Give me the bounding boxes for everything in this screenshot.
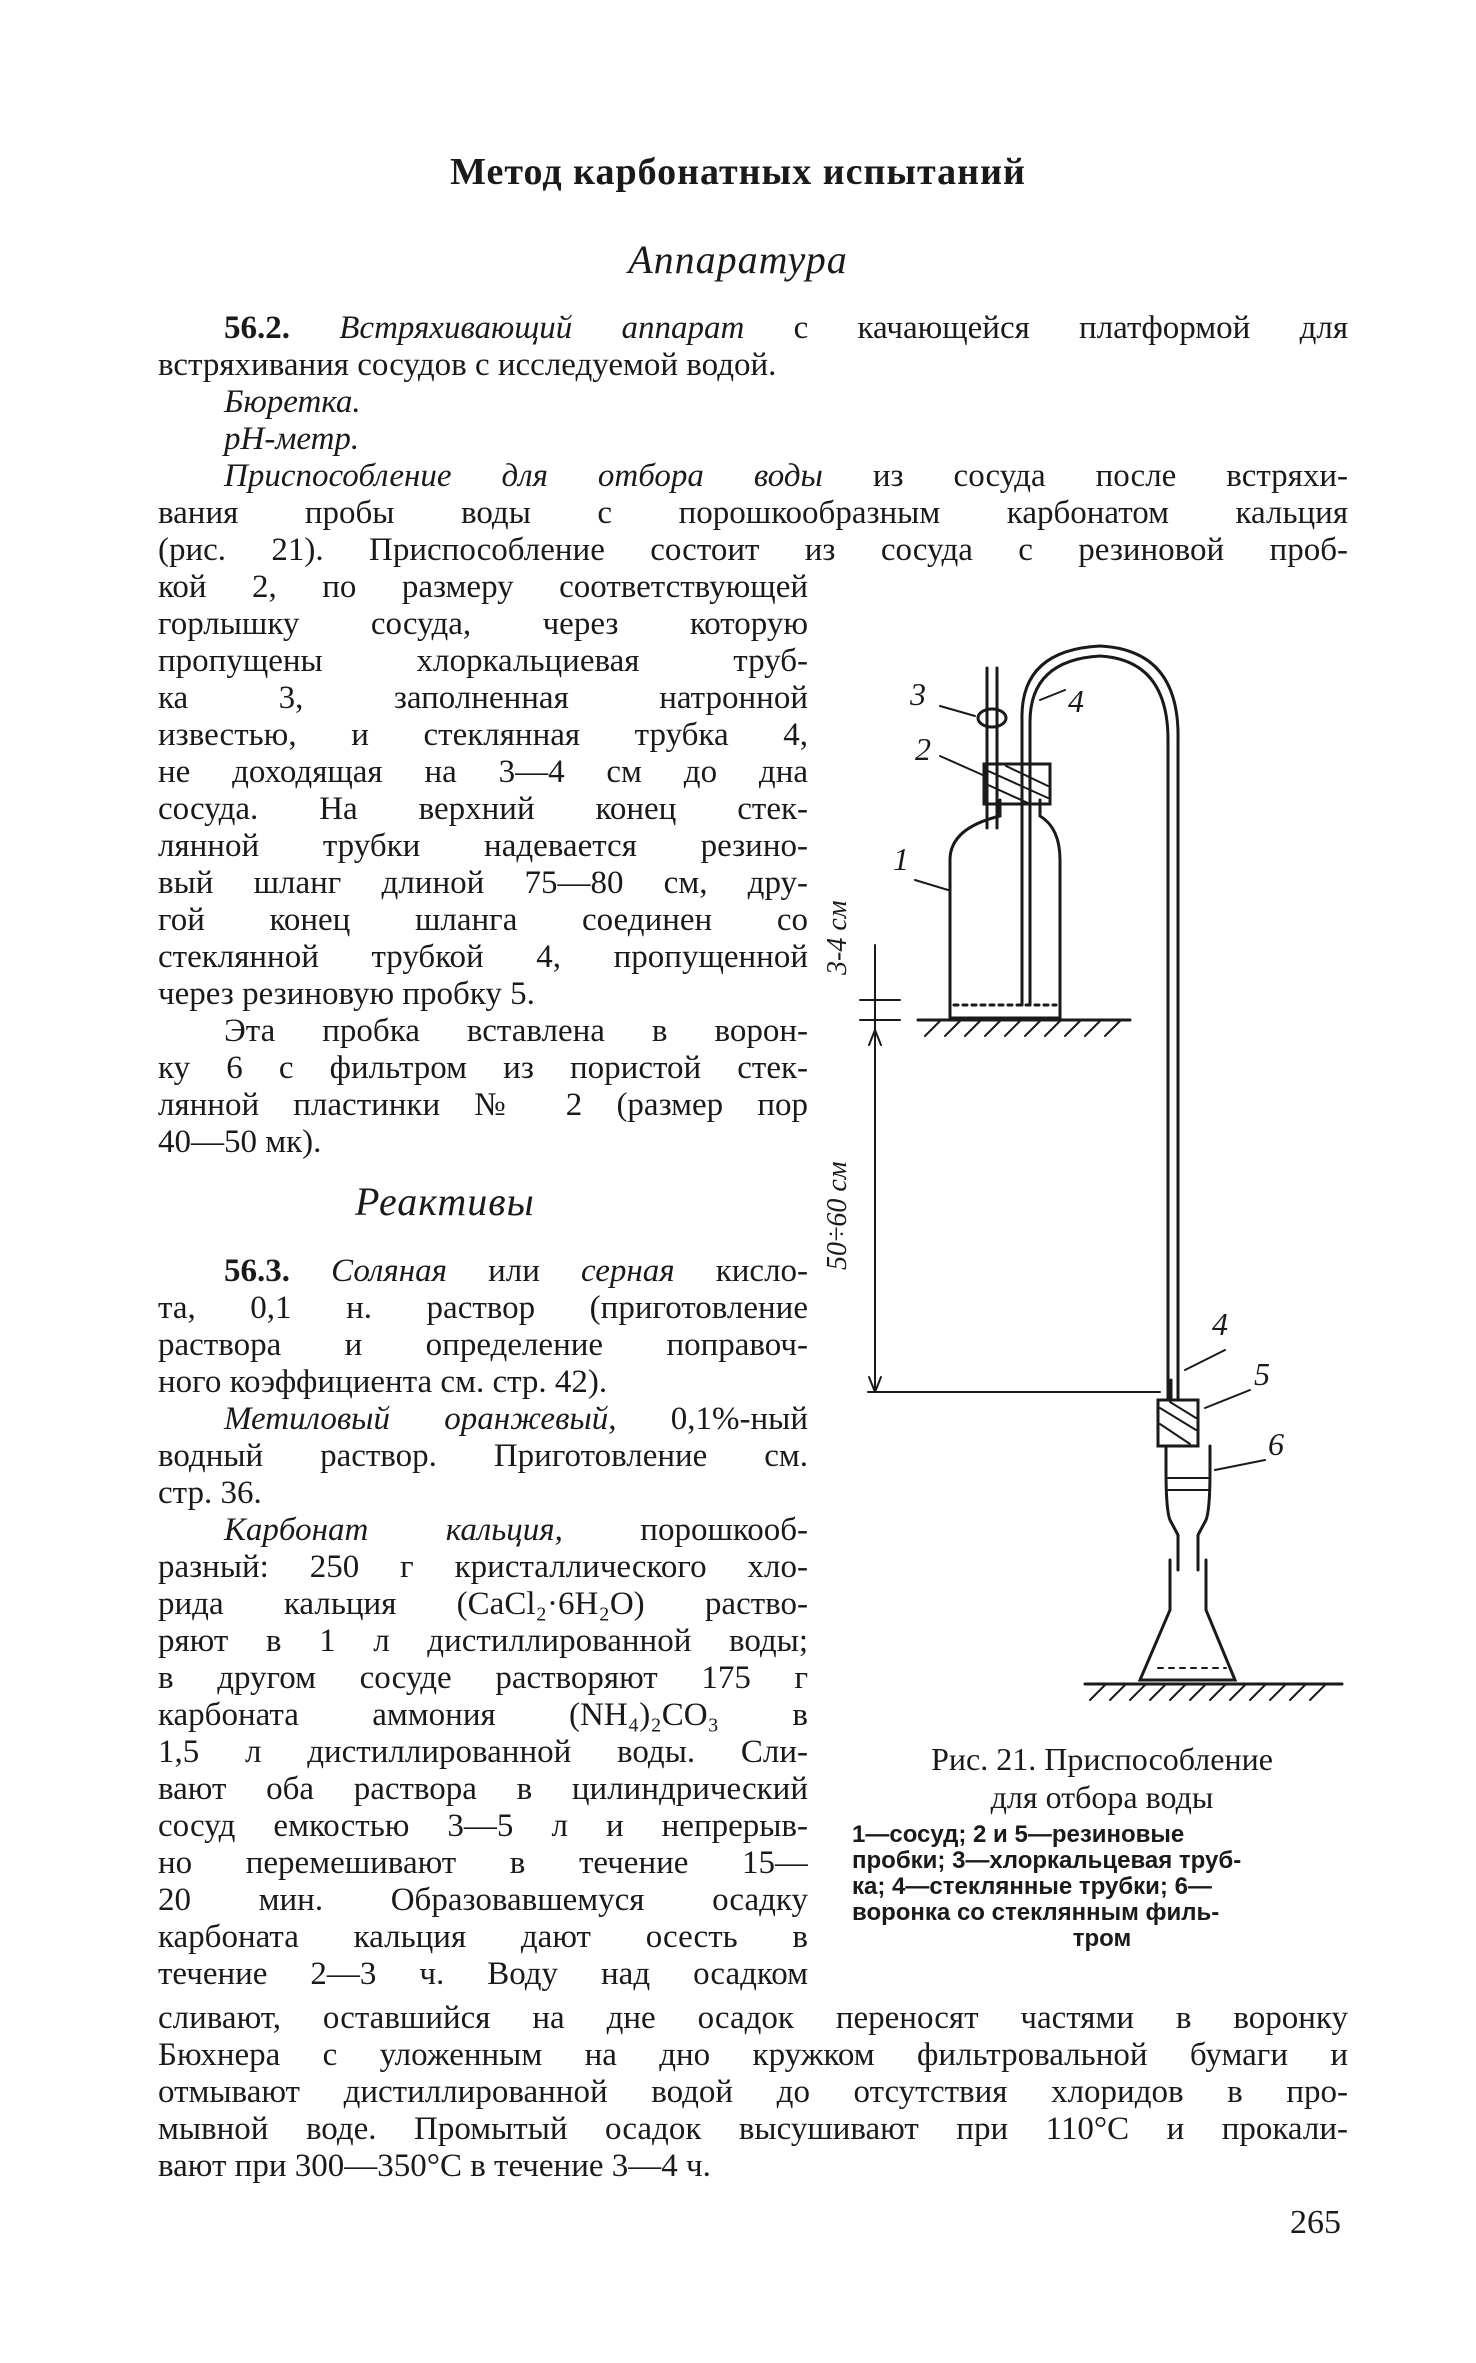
text-line: раствора и определение поправоч- <box>158 1327 808 1363</box>
text-line: вания пробы воды с порошкообразным карбонатом кальция <box>158 495 1348 531</box>
text-line: ного коэффициента см. стр. 42). <box>158 1364 608 1400</box>
dimension-label-bottom: 50÷60 см <box>822 1161 853 1270</box>
text-line: не доходящая на 3—4 см до дна <box>158 754 808 790</box>
italic-term: Метиловый оранжевый, <box>224 1401 617 1437</box>
text-line: карбоната аммония (NH₄)₂CO₃ в <box>158 1697 808 1733</box>
text-line: пропущены хлоркальциевая труб- <box>158 643 808 679</box>
text-line: pH-метр. <box>224 421 360 457</box>
text-line: Бюретка. <box>224 384 361 420</box>
item-number: 56.2. <box>224 310 290 346</box>
text-line: течение 2—3 ч. Воду над осадком <box>158 1956 808 1992</box>
text-line: лянной пластинки № 2 (размер пор <box>158 1087 808 1123</box>
text-line: вают оба раствора в цилиндрический <box>158 1771 808 1807</box>
text-line: гой конец шланга соединен со <box>158 902 808 938</box>
text-line: ряют в 1 л дистиллированной воды; <box>158 1623 808 1659</box>
glass-tube-4 <box>1022 740 1030 1005</box>
caption-legend-line: пробки; 3—хлоркальцевая труб- <box>852 1847 1242 1874</box>
italic-term: Встряхивающий аппарат <box>339 310 745 346</box>
text-line: сливают, оставшийся на дне осадок переносят частями в воронку <box>158 2000 1348 2036</box>
italic-term: Соляная <box>331 1253 447 1289</box>
text-line: 20 мин. Образовавшемуся осадку <box>158 1882 808 1918</box>
text-line: горлышку сосуда, через которую <box>158 606 808 642</box>
text-line: Эта пробка вставлена в ворон- <box>224 1013 808 1049</box>
page-title: Метод карбонатных испытаний <box>450 151 1026 193</box>
text-line: через резиновую пробку 5. <box>158 976 535 1012</box>
caption-title-line: Рис. 21. Приспособление <box>931 1741 1273 1777</box>
text-fragment: или <box>488 1253 540 1289</box>
text-line: (рис. 21). Приспособление состоит из сосуда с резиновой проб- <box>158 532 1348 568</box>
text-line: разный: 250 г кристаллического хло- <box>158 1549 808 1585</box>
figure-caption <box>852 1740 1352 1952</box>
item-number: 56.3. <box>224 1253 290 1289</box>
text-line: вают при 300—350°С в течение 3—4 ч. <box>158 2148 711 2184</box>
caption-legend-line: воронка со стеклянным филь- <box>852 1899 1220 1926</box>
text-line: отмывают дистиллированной водой до отсутствия хлоридов в про- <box>158 2074 1348 2110</box>
text-line: рида кальция (CaCl₂·6H₂O) раство- <box>158 1586 808 1622</box>
text-line: вый шланг длиной 75—80 см, дру- <box>158 865 808 901</box>
text-fragment: 0,1%-ный <box>670 1401 808 1437</box>
dimension-line <box>860 945 1160 1392</box>
text-line: водный раствор. Приготовление см. <box>158 1438 808 1474</box>
text-line: карбоната кальция дают осесть в <box>158 1919 808 1955</box>
caption-legend-line: тром <box>1072 1925 1132 1952</box>
text-line: Бюхнера с уложенным на дно кружком фильтровальной бумаги и <box>158 2037 1348 2073</box>
text-fragment: с качающейся платформой для <box>793 310 1348 346</box>
dimension-label-top: 3-4 см <box>822 900 853 975</box>
text-line: в другом сосуде растворяют 175 г <box>158 1660 808 1696</box>
figure-label-4-top: 4 <box>1068 683 1084 719</box>
section-heading-reagents: Реактивы <box>355 1179 535 1224</box>
text-line: лянной трубки надевается резино- <box>158 828 808 864</box>
page-number: 265 <box>1290 2204 1341 2241</box>
figure-label-6: 6 <box>1268 1426 1284 1462</box>
text-line: ка 3, заполненная натронной <box>158 680 808 716</box>
text-fragment: порошкооб- <box>640 1512 808 1548</box>
text-line: стр. 36. <box>158 1475 262 1511</box>
text-fragment: из сосуда после встряхи- <box>872 458 1348 494</box>
text-fragment: кисло- <box>715 1253 808 1289</box>
text-line: встряхивания сосудов с исследуемой водой. <box>158 347 777 383</box>
text-line: сосуд емкостью 3—5 л и непрерыв- <box>158 1808 808 1844</box>
funnel-6 <box>1166 1446 1210 1570</box>
figure-label-2: 2 <box>915 731 931 767</box>
caption-legend-line: 1—сосуд; 2 и 5—резиновые <box>852 1821 1185 1848</box>
figure-label-4-bottom: 4 <box>1212 1306 1228 1342</box>
text-line: кой 2, по размеру соответствующей <box>158 569 808 605</box>
text-line: известью, и стеклянная трубка 4, <box>158 717 808 753</box>
text-line: 40—50 мк). <box>158 1124 322 1160</box>
italic-term: серная <box>581 1253 675 1289</box>
vessel-1 <box>950 800 1060 1018</box>
text-line: но перемешивают в течение 15— <box>158 1845 808 1881</box>
figure-label-5: 5 <box>1254 1356 1270 1392</box>
figure-label-3: 3 <box>910 676 926 712</box>
figure-label-1: 1 <box>893 841 909 877</box>
text-line: сосуда. На верхний конец стек- <box>158 791 808 827</box>
section-heading-apparatus: Аппаратура <box>628 237 848 282</box>
text-line: 1,5 л дистиллированной воды. Сли- <box>158 1734 808 1770</box>
caption-legend-line: ка; 4—стеклянные трубки; 6— <box>852 1873 1212 1900</box>
text-line: та, 0,1 н. раствор (приготовление <box>158 1290 808 1326</box>
text-line: стеклянной трубкой 4, пропущенной <box>158 939 808 975</box>
italic-term: Приспособление для отбора воды <box>224 458 823 494</box>
italic-term: Карбонат кальция, <box>224 1512 563 1548</box>
flask <box>1140 1560 1235 1680</box>
text-line: ку 6 с фильтром из пористой стек- <box>158 1050 808 1086</box>
caption-title-line: для отбора воды <box>990 1779 1214 1815</box>
text-line: мывной воде. Промытый осадок высушивают при 110°С и прокали- <box>158 2111 1348 2147</box>
